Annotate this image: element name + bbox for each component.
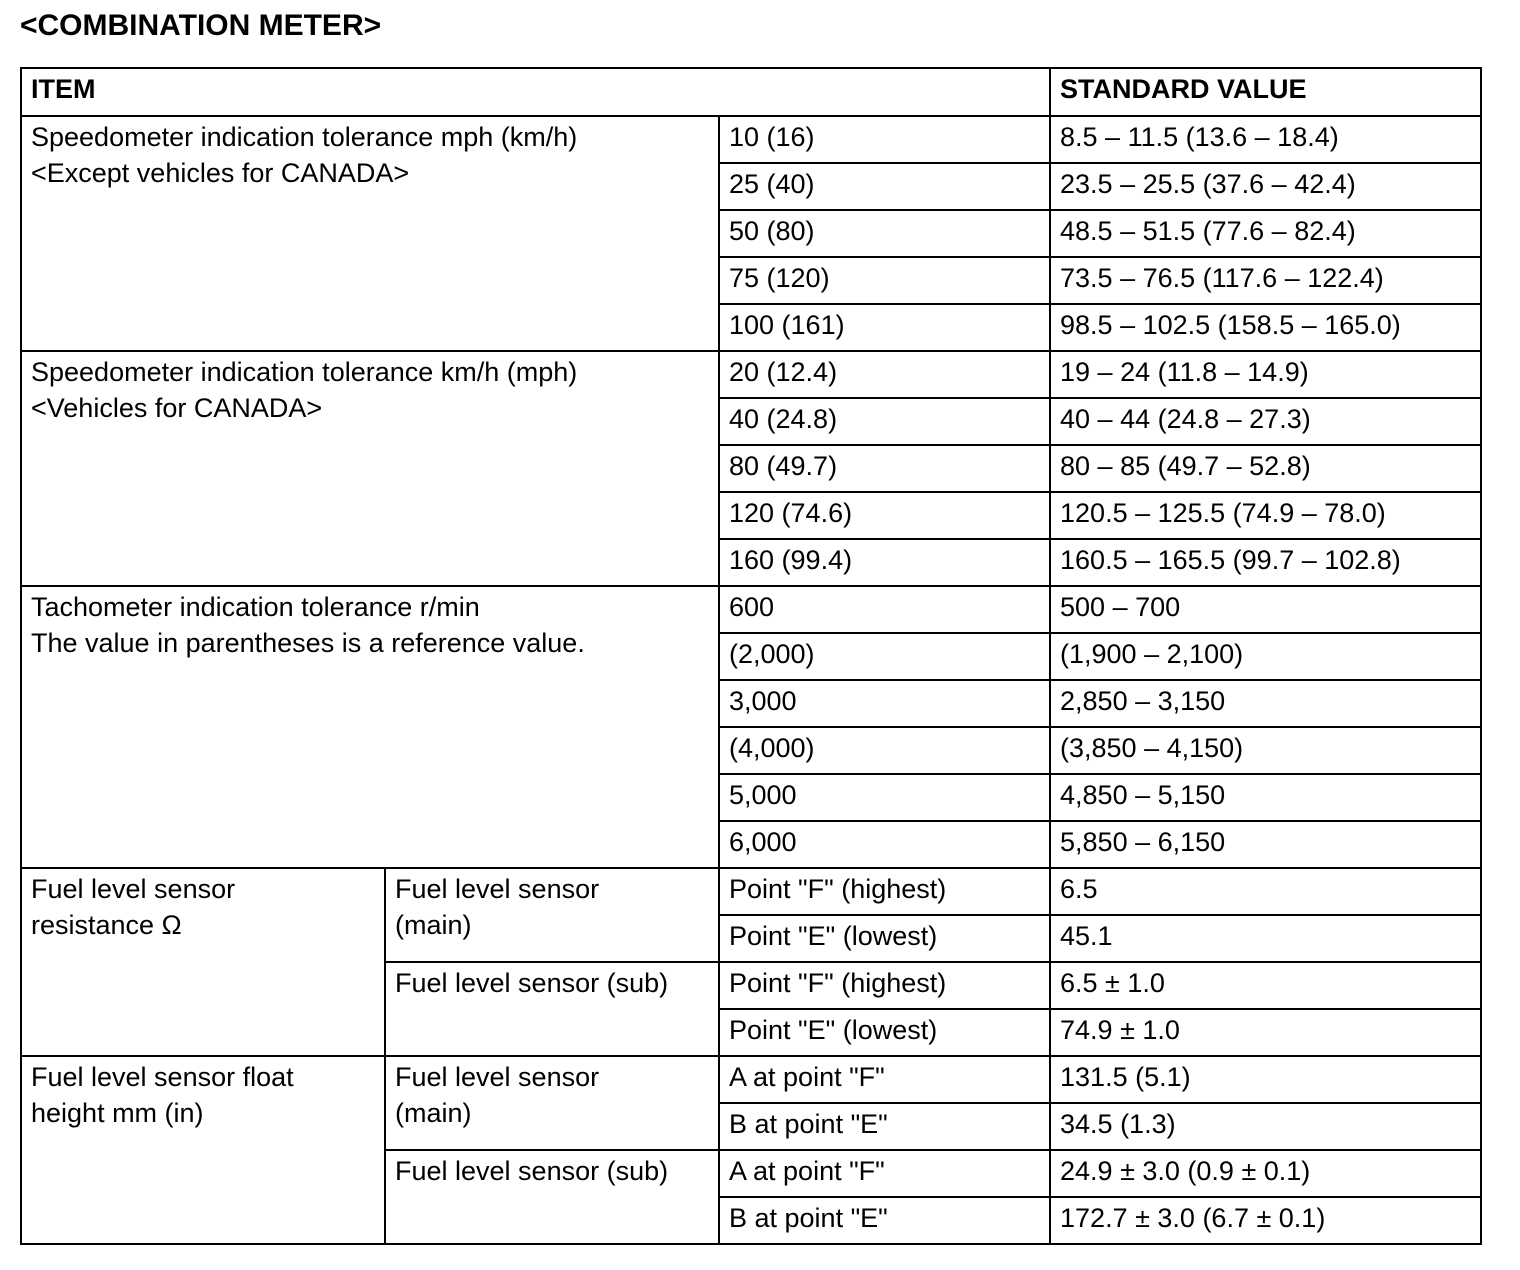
condition-cell: Point "E" (lowest)	[719, 1009, 1050, 1056]
condition-cell: 160 (99.4)	[719, 539, 1050, 586]
subitem-fuel-resistance-main	[385, 868, 719, 962]
standard-value-cell: 40 – 44 (24.8 – 27.3)	[1050, 398, 1481, 445]
standard-value-cell: 5,850 – 6,150	[1050, 821, 1481, 868]
table-row	[21, 116, 1481, 163]
condition-cell: Point "F" (highest)	[719, 868, 1050, 915]
condition-cell: B at point "E"	[719, 1103, 1050, 1150]
combination-meter-spec-table	[20, 67, 1482, 1245]
condition-cell: 100 (161)	[719, 304, 1050, 351]
item-label-line: Fuel level sensor float	[31, 1062, 294, 1092]
item-label-line: Speedometer indication tolerance km/h (mph)	[31, 357, 578, 387]
condition-cell: (2,000)	[719, 633, 1050, 680]
standard-value-cell: 131.5 (5.1)	[1050, 1056, 1481, 1103]
item-fuel-float-height	[21, 1056, 385, 1244]
condition-cell: 40 (24.8)	[719, 398, 1050, 445]
standard-value-cell: 160.5 – 165.5 (99.7 – 102.8)	[1050, 539, 1481, 586]
subitem-label-line: Fuel level sensor	[395, 1062, 600, 1092]
standard-value-cell: 500 – 700	[1050, 586, 1481, 633]
standard-value-cell: 80 – 85 (49.7 – 52.8)	[1050, 445, 1481, 492]
condition-cell: 25 (40)	[719, 163, 1050, 210]
standard-value-cell: 6.5	[1050, 868, 1481, 915]
condition-cell: 10 (16)	[719, 116, 1050, 163]
page-title: <COMBINATION METER>	[20, 9, 382, 42]
subitem-label-line: (main)	[395, 910, 472, 940]
condition-cell: 120 (74.6)	[719, 492, 1050, 539]
standard-value-cell: 24.9 ± 3.0 (0.9 ± 0.1)	[1050, 1150, 1481, 1197]
table-row	[21, 351, 1481, 398]
item-label-line: The value in parentheses is a reference value.	[31, 628, 585, 658]
standard-value-cell: 172.7 ± 3.0 (6.7 ± 0.1)	[1050, 1197, 1481, 1244]
subitem-label-line: Fuel level sensor	[395, 874, 600, 904]
condition-cell: Point "E" (lowest)	[719, 915, 1050, 962]
item-label-line: Tachometer indication tolerance r/min	[31, 592, 480, 622]
header-item: ITEM	[21, 68, 1050, 116]
item-tachometer	[21, 586, 719, 868]
standard-value-cell: 48.5 – 51.5 (77.6 – 82.4)	[1050, 210, 1481, 257]
condition-cell: 3,000	[719, 680, 1050, 727]
standard-value-cell: 6.5 ± 1.0	[1050, 962, 1481, 1009]
subitem-label-line: (main)	[395, 1098, 472, 1128]
condition-cell: A at point "F"	[719, 1150, 1050, 1197]
condition-cell: 80 (49.7)	[719, 445, 1050, 492]
header-standard-value: STANDARD VALUE	[1050, 68, 1481, 116]
condition-cell: 6,000	[719, 821, 1050, 868]
item-label-line: resistance Ω	[31, 910, 182, 940]
table-row	[21, 1056, 1481, 1103]
item-fuel-resistance	[21, 868, 385, 1056]
standard-value-cell: 98.5 – 102.5 (158.5 – 165.0)	[1050, 304, 1481, 351]
table-row	[21, 586, 1481, 633]
standard-value-cell: 8.5 – 11.5 (13.6 – 18.4)	[1050, 116, 1481, 163]
item-label-line: Speedometer indication tolerance mph (km/h)	[31, 122, 578, 152]
standard-value-cell: 4,850 – 5,150	[1050, 774, 1481, 821]
condition-cell: 50 (80)	[719, 210, 1050, 257]
condition-cell: Point "F" (highest)	[719, 962, 1050, 1009]
item-label-line: <Vehicles for CANADA>	[31, 393, 323, 423]
standard-value-cell: 45.1	[1050, 915, 1481, 962]
condition-cell: 5,000	[719, 774, 1050, 821]
standard-value-cell: (1,900 – 2,100)	[1050, 633, 1481, 680]
standard-value-cell: 73.5 – 76.5 (117.6 – 122.4)	[1050, 257, 1481, 304]
condition-cell: A at point "F"	[719, 1056, 1050, 1103]
condition-cell: 600	[719, 586, 1050, 633]
subitem-fuel-float-main	[385, 1056, 719, 1150]
condition-cell: B at point "E"	[719, 1197, 1050, 1244]
table-row	[21, 868, 1481, 915]
standard-value-cell: 120.5 – 125.5 (74.9 – 78.0)	[1050, 492, 1481, 539]
standard-value-cell: (3,850 – 4,150)	[1050, 727, 1481, 774]
table-header-row	[21, 68, 1481, 116]
item-speedometer-kmh	[21, 351, 719, 586]
condition-cell: (4,000)	[719, 727, 1050, 774]
item-label-line: height mm (in)	[31, 1098, 204, 1128]
subitem-fuel-float-sub: Fuel level sensor (sub)	[385, 1150, 719, 1244]
standard-value-cell: 34.5 (1.3)	[1050, 1103, 1481, 1150]
item-label-line: Fuel level sensor	[31, 874, 236, 904]
standard-value-cell: 2,850 – 3,150	[1050, 680, 1481, 727]
standard-value-cell: 23.5 – 25.5 (37.6 – 42.4)	[1050, 163, 1481, 210]
standard-value-cell: 19 – 24 (11.8 – 14.9)	[1050, 351, 1481, 398]
standard-value-cell: 74.9 ± 1.0	[1050, 1009, 1481, 1056]
condition-cell: 20 (12.4)	[719, 351, 1050, 398]
subitem-fuel-resistance-sub: Fuel level sensor (sub)	[385, 962, 719, 1056]
condition-cell: 75 (120)	[719, 257, 1050, 304]
item-speedometer-mph	[21, 116, 719, 351]
item-label-line: <Except vehicles for CANADA>	[31, 158, 410, 188]
